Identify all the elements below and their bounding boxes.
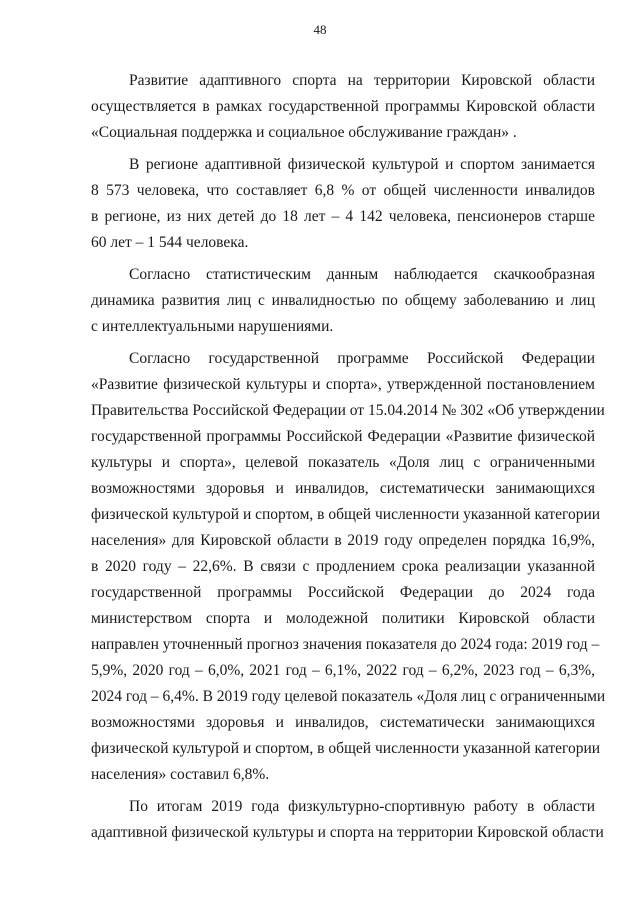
text-line: «Социальная поддержка и социальное обслуживание граждан» . — [91, 124, 517, 141]
text-line: государственной программы Российской Федерации до 2024 года — [91, 584, 595, 601]
text-line: По итогам 2019 года физкультурно-спортивную работу в области — [129, 798, 595, 815]
text-line: культуры и спорта», целевой показатель «Доля лиц с ограниченными — [91, 454, 595, 471]
text-line: в 2020 году – 22,6%. В связи с продлением срока реализации указанной — [91, 558, 595, 575]
text-line: в регионе, из них детей до 18 лет – 4 142 человека, пенсионеров старше — [91, 208, 595, 225]
text-line: Согласно статистическим данным наблюдается скачкообразная — [129, 266, 595, 283]
page-number: 48 — [313, 22, 327, 37]
text-line: «Развитие физической культуры и спорта», утвержденной постановлением — [91, 376, 595, 393]
text-line: населения» для Кировской области в 2019 году определен порядка 16,9%, — [91, 532, 595, 549]
text-line: населения» составил 6,8%. — [91, 766, 270, 783]
text-line: возможностями здоровья и инвалидов, систематически занимающихся — [91, 480, 595, 497]
text-line: адаптивной физической культуры и спорта на территории Кировской области — [91, 824, 604, 841]
text-line: 2024 год – 6,4%. В 2019 году целевой показатель «Доля лиц с ограниченными — [91, 688, 606, 705]
paragraph-dynamics — [91, 262, 595, 340]
paragraph-federal-program-indicator — [91, 346, 606, 788]
text-line: физической культурой и спортом, в общей численности указанной категории — [91, 740, 601, 757]
paragraph-participants-statistics — [91, 152, 595, 256]
text-line: министерством спорта и молодежной политики Кировской области — [91, 610, 595, 627]
text-line: Правительства Российской Федерации от 15.04.2014 № 302 «Об утверждении — [91, 402, 605, 419]
text-line: осуществляется в рамках государственной программы Кировской области — [91, 98, 595, 115]
text-line: динамика развития лиц с инвалидностью по общему заболеванию и лиц — [91, 292, 595, 309]
paragraph-results-2019 — [91, 794, 604, 846]
text-line: Согласно государственной программе Российской Федерации — [129, 350, 595, 367]
text-line: 5,9%, 2020 год – 6,0%, 2021 год – 6,1%, 2022 год – 6,2%, 2023 год – 6,3%, — [91, 662, 595, 679]
text-line: физической культурой и спортом, в общей численности указанной категории — [91, 506, 601, 523]
text-line: направлен уточненный прогноз значения показателя до 2024 года: 2019 год – — [91, 636, 600, 653]
text-line: с интеллектуальными нарушениями. — [91, 318, 334, 335]
text-line: 60 лет – 1 544 человека. — [91, 234, 249, 251]
text-line: Развитие адаптивного спорта на территории Кировской области — [129, 72, 595, 89]
text-line: возможностями здоровья и инвалидов, систематически занимающихся — [91, 714, 595, 731]
text-line: В регионе адаптивной физической культурой и спортом занимается — [129, 156, 595, 173]
text-line: государственной программы Российской Федерации «Развитие физической — [91, 428, 595, 445]
text-line: 8 573 человека, что составляет 6,8 % от общей численности инвалидов — [91, 182, 595, 199]
paragraph-adaptive-sport-program — [91, 68, 595, 146]
document-body — [91, 68, 606, 846]
